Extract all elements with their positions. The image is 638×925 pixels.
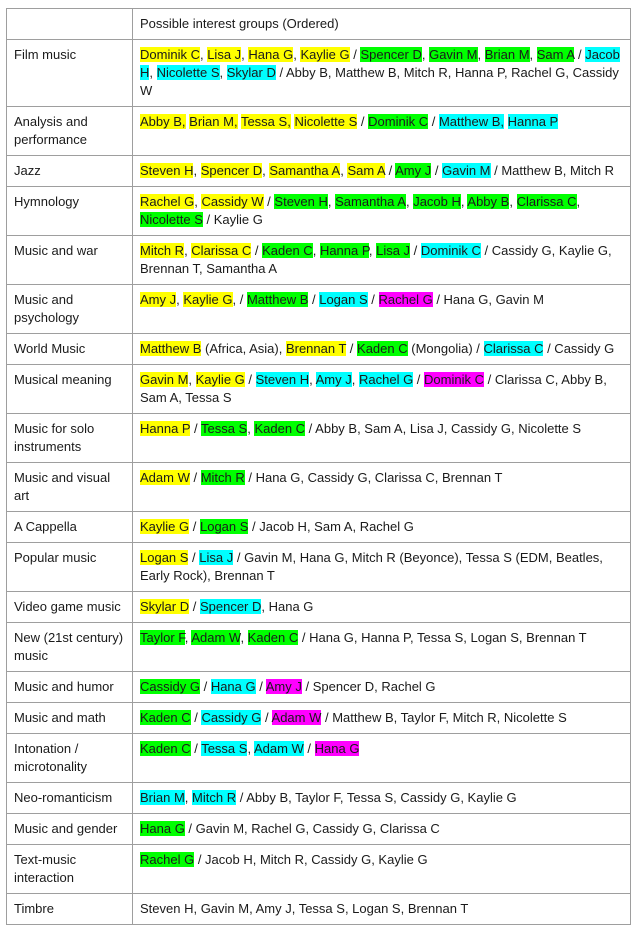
highlighted-name: Rachel G: [358, 372, 414, 387]
plain-text: / Matthew B, Mitch R: [490, 163, 615, 178]
topic-cell: Video game music: [7, 592, 133, 623]
highlighted-name: Mitch R: [140, 243, 185, 258]
groups-cell: [133, 187, 631, 236]
groups-cell: [133, 156, 631, 187]
topic-cell: Neo-romanticism: [7, 783, 133, 814]
highlighted-name: Sam A: [347, 163, 386, 178]
highlighted-name: Spencer D: [199, 599, 262, 614]
plain-text: / Abby B, Taylor F, Tessa S, Cassidy G, Kaylie G: [236, 790, 517, 805]
highlighted-name: Kaden C: [140, 710, 191, 725]
highlighted-name: Steven H: [255, 372, 310, 387]
topic-cell: Music for solo instruments: [7, 414, 133, 463]
highlighted-name: Lisa J: [207, 47, 242, 62]
topic-cell: Music and war: [7, 236, 133, 285]
plain-text: ,: [312, 243, 320, 258]
highlighted-name: Mitch R: [200, 470, 245, 485]
highlighted-name: Adam W: [253, 741, 304, 756]
plain-text: ,: [576, 194, 581, 209]
table-row: [7, 156, 631, 187]
highlighted-name: Skylar D: [226, 65, 276, 80]
table-row: [7, 365, 631, 414]
highlighted-name: Kaden C: [254, 421, 306, 436]
plain-text: /: [190, 741, 202, 756]
plain-text: (Mongolia) /: [407, 341, 484, 356]
plain-text: ,: [247, 421, 255, 436]
plain-text: ,: [460, 194, 468, 209]
table-row: [7, 592, 631, 623]
groups-cell: [133, 845, 631, 894]
table-row: [7, 414, 631, 463]
plain-text: Steven H, Gavin M, Amy J, Tessa S, Logan S, Brennan T: [140, 901, 469, 916]
table-body: [7, 9, 631, 925]
highlighted-name: Sam A: [536, 47, 575, 62]
highlighted-name: Hanna P: [319, 243, 369, 258]
highlighted-name: Matthew B,: [438, 114, 504, 129]
highlighted-name: Tessa S,: [240, 114, 291, 129]
plain-text: /: [308, 292, 320, 307]
plain-text: ,: [309, 372, 316, 387]
groups-cell: [133, 783, 631, 814]
highlighted-name: Kaden C: [247, 630, 299, 645]
plain-text: ,: [293, 47, 301, 62]
plain-text: /: [303, 741, 315, 756]
plain-text: /: [188, 550, 200, 565]
highlighted-name: Gavin M: [442, 163, 491, 178]
topic-cell: Music and gender: [7, 814, 133, 845]
plain-text: ,: [529, 47, 537, 62]
plain-text: ,: [368, 243, 377, 258]
groups-cell: [133, 814, 631, 845]
highlighted-name: Kaden C: [262, 243, 313, 258]
table-row: [7, 672, 631, 703]
highlighted-name: Brian M: [140, 790, 185, 805]
plain-text: ,: [149, 65, 157, 80]
highlighted-name: Rachel G: [140, 852, 195, 867]
groups-cell: [133, 40, 631, 107]
topic-cell: World Music: [7, 334, 133, 365]
plain-text: /: [244, 372, 256, 387]
plain-text: / Gavin M, Hana G, Mitch R (Beyonce), Tessa S (EDM, Beatles, Early Rock), Brennan T: [140, 550, 603, 583]
highlighted-name: Spencer D: [360, 47, 422, 62]
plain-text: ,: [219, 65, 227, 80]
topic-cell: Hymnology: [7, 187, 133, 236]
plain-text: / Cassidy G: [543, 341, 615, 356]
highlighted-name: Kaylie G: [300, 47, 350, 62]
plain-text: /: [574, 47, 586, 62]
highlighted-name: Brennan T: [285, 341, 347, 356]
highlighted-name: Amy J: [315, 372, 352, 387]
groups-cell: [133, 334, 631, 365]
table-row: [7, 814, 631, 845]
plain-text: ,: [351, 372, 359, 387]
highlighted-name: Logan S: [199, 519, 249, 534]
topic-cell: Intonation / microtonality: [7, 734, 133, 783]
topic-cell: New (21st century) music: [7, 623, 133, 672]
highlighted-name: Hana G: [210, 679, 256, 694]
highlighted-name: Gavin M: [429, 47, 478, 62]
highlighted-name: Hanna P: [507, 114, 559, 129]
highlighted-name: Brian M: [484, 47, 530, 62]
topic-cell: Music and humor: [7, 672, 133, 703]
plain-text: ,: [194, 194, 202, 209]
plain-text: ,: [247, 741, 254, 756]
plain-text: / Gavin M, Rachel G, Cassidy G, Clarissa C: [184, 821, 440, 836]
interest-groups-table: [6, 8, 631, 925]
highlighted-name: Clarissa C: [483, 341, 544, 356]
groups-cell: [133, 672, 631, 703]
highlighted-name: Hana G: [314, 741, 360, 756]
plain-text: /: [255, 679, 266, 694]
plain-text: / Kaylie G: [202, 212, 263, 227]
table-row: [7, 623, 631, 672]
table-row: [7, 512, 631, 543]
plain-text: /: [190, 710, 202, 725]
plain-text: ,: [188, 372, 196, 387]
highlighted-name: Spencer D: [200, 163, 263, 178]
plain-text: / Matthew B, Taylor F, Mitch R, Nicolette S: [321, 710, 567, 725]
table-row: [7, 107, 631, 156]
groups-cell: [133, 592, 631, 623]
highlighted-name: Kaden C: [140, 741, 191, 756]
plain-text: /: [263, 194, 275, 209]
groups-cell: [133, 623, 631, 672]
plain-text: /: [357, 114, 369, 129]
table-row: [7, 783, 631, 814]
highlighted-name: Dominik C: [368, 114, 429, 129]
highlighted-name: Abby B: [467, 194, 510, 209]
highlighted-name: Nicolette S: [156, 65, 220, 80]
highlighted-name: Logan S: [140, 550, 189, 565]
plain-text: ,: [184, 790, 193, 805]
highlighted-name: Hana G: [140, 821, 185, 836]
plain-text: /: [413, 372, 425, 387]
topic-cell: Text-music interaction: [7, 845, 133, 894]
plain-text: ,: [184, 630, 192, 645]
plain-text: /: [346, 341, 358, 356]
header-groups-cell: Possible interest groups (Ordered): [133, 9, 631, 40]
groups-cell: [133, 285, 631, 334]
topic-cell: Film music: [7, 40, 133, 107]
table-row: [7, 187, 631, 236]
highlighted-name: Hanna P: [140, 421, 191, 436]
plain-text: / Abby B, Matthew B, Mitch R, Hanna P, Rachel G, Cassidy W: [140, 65, 619, 98]
highlighted-name: Nicolette S: [294, 114, 358, 129]
table-row: [7, 734, 631, 783]
plain-text: /: [428, 114, 439, 129]
plain-text: /: [431, 163, 443, 178]
plain-text: / Clarissa C, Abby B, Sam A, Tessa S: [140, 372, 607, 405]
highlighted-name: Dominik C: [424, 372, 484, 387]
highlighted-name: Cassidy G: [140, 679, 200, 694]
highlighted-name: Logan S: [319, 292, 368, 307]
highlighted-name: Gavin M: [140, 372, 189, 387]
highlighted-name: Adam W: [140, 470, 190, 485]
highlighted-name: Mitch R: [192, 790, 237, 805]
plain-text: ,: [184, 243, 192, 258]
highlighted-name: Tessa S: [201, 741, 248, 756]
highlighted-name: Skylar D: [140, 599, 190, 614]
highlighted-name: Adam W: [271, 710, 322, 725]
highlighted-name: Lisa J: [376, 243, 411, 258]
highlighted-name: Kaylie G: [195, 372, 245, 387]
highlighted-name: Nicolette S: [140, 212, 203, 227]
highlighted-name: Matthew B: [140, 341, 202, 356]
plain-text: / Jacob H, Sam A, Rachel G: [248, 519, 414, 534]
highlighted-name: Steven H: [274, 194, 328, 209]
highlighted-name: Clarissa C: [516, 194, 577, 209]
plain-text: , Hana G: [261, 599, 314, 614]
plain-text: /: [385, 163, 396, 178]
plain-text: /: [189, 519, 200, 534]
groups-cell: [133, 734, 631, 783]
plain-text: ,: [241, 47, 249, 62]
highlighted-name: Rachel G: [378, 292, 433, 307]
highlighted-name: Abby B,: [140, 114, 186, 129]
groups-cell: [133, 703, 631, 734]
highlighted-name: Kaden C: [357, 341, 408, 356]
topic-cell: Music and psychology: [7, 285, 133, 334]
plain-text: ,: [176, 292, 184, 307]
topic-cell: Popular music: [7, 543, 133, 592]
plain-text: ,: [327, 194, 336, 209]
plain-text: /: [190, 421, 201, 436]
highlighted-name: Jacob H: [413, 194, 461, 209]
table-row: [7, 703, 631, 734]
highlighted-name: Adam W: [191, 630, 241, 645]
plain-text: / Spencer D, Rachel G: [301, 679, 436, 694]
groups-cell: [133, 543, 631, 592]
plain-text: ,: [405, 194, 414, 209]
header-row: [7, 9, 631, 40]
table-row: [7, 894, 631, 925]
groups-cell: [133, 365, 631, 414]
highlighted-name: Dominik C: [420, 243, 481, 258]
plain-text: ,: [240, 630, 248, 645]
table-row: [7, 40, 631, 107]
highlighted-name: Samantha A: [335, 194, 406, 209]
highlighted-name: Amy J: [265, 679, 302, 694]
topic-cell: Music and visual art: [7, 463, 133, 512]
plain-text: / Abby B, Sam A, Lisa J, Cassidy G, Nicolette S: [305, 421, 582, 436]
groups-cell: [133, 512, 631, 543]
plain-text: ,: [193, 163, 201, 178]
topic-cell: Musical meaning: [7, 365, 133, 414]
highlighted-name: Dominik C: [140, 47, 200, 62]
plain-text: / Hana G, Cassidy G, Clarissa C, Brennan T: [244, 470, 503, 485]
table-row: [7, 334, 631, 365]
plain-text: ,: [477, 47, 485, 62]
plain-text: / Jacob H, Mitch R, Cassidy G, Kaylie G: [194, 852, 428, 867]
topic-cell: A Cappella: [7, 512, 133, 543]
plain-text: /: [367, 292, 379, 307]
highlighted-name: Cassidy G: [201, 710, 262, 725]
highlighted-name: Lisa J: [199, 550, 234, 565]
plain-text: /: [251, 243, 263, 258]
plain-text: / Cassidy G, Kaylie G, Brennan T, Samantha A: [140, 243, 612, 276]
table-row: [7, 543, 631, 592]
plain-text: ,: [340, 163, 348, 178]
plain-text: ,: [509, 194, 517, 209]
plain-text: ,: [421, 47, 430, 62]
table-row: [7, 236, 631, 285]
plain-text: /: [349, 47, 361, 62]
highlighted-name: Steven H: [140, 163, 194, 178]
groups-cell: [133, 107, 631, 156]
topic-cell: Jazz: [7, 156, 133, 187]
highlighted-name: Matthew B: [246, 292, 309, 307]
highlighted-name: Rachel G: [140, 194, 195, 209]
groups-cell: [133, 414, 631, 463]
plain-text: (Africa, Asia),: [201, 341, 286, 356]
highlighted-name: Kaylie G: [183, 292, 233, 307]
table-row: [7, 845, 631, 894]
groups-cell: [133, 894, 631, 925]
plain-text: / Hana G, Hanna P, Tessa S, Logan S, Brennan T: [298, 630, 587, 645]
plain-text: ,: [199, 47, 208, 62]
topic-cell: Analysis and performance: [7, 107, 133, 156]
groups-cell: [133, 463, 631, 512]
highlighted-name: Clarissa C: [191, 243, 252, 258]
highlighted-name: Hana G: [248, 47, 294, 62]
plain-text: ,: [262, 163, 270, 178]
highlighted-name: Brian M,: [189, 114, 238, 129]
highlighted-name: Cassidy W: [201, 194, 264, 209]
plain-text: /: [410, 243, 421, 258]
highlighted-name: Amy J: [395, 163, 432, 178]
topic-cell: Music and math: [7, 703, 133, 734]
plain-text: /: [189, 599, 200, 614]
plain-text: /: [199, 679, 211, 694]
table-row: [7, 285, 631, 334]
groups-cell: [133, 236, 631, 285]
header-topic-cell: [7, 9, 133, 40]
highlighted-name: Samantha A: [269, 163, 341, 178]
highlighted-name: Taylor F: [140, 630, 185, 645]
highlighted-name: Amy J: [140, 292, 177, 307]
highlighted-name: Kaylie G: [140, 519, 190, 534]
highlighted-name: Jacob H: [140, 47, 620, 80]
plain-text: /: [261, 710, 272, 725]
table-row: [7, 463, 631, 512]
plain-text: , /: [232, 292, 247, 307]
highlighted-name: Tessa S: [200, 421, 248, 436]
plain-text: /: [189, 470, 201, 485]
topic-cell: Timbre: [7, 894, 133, 925]
plain-text: / Hana G, Gavin M: [432, 292, 544, 307]
